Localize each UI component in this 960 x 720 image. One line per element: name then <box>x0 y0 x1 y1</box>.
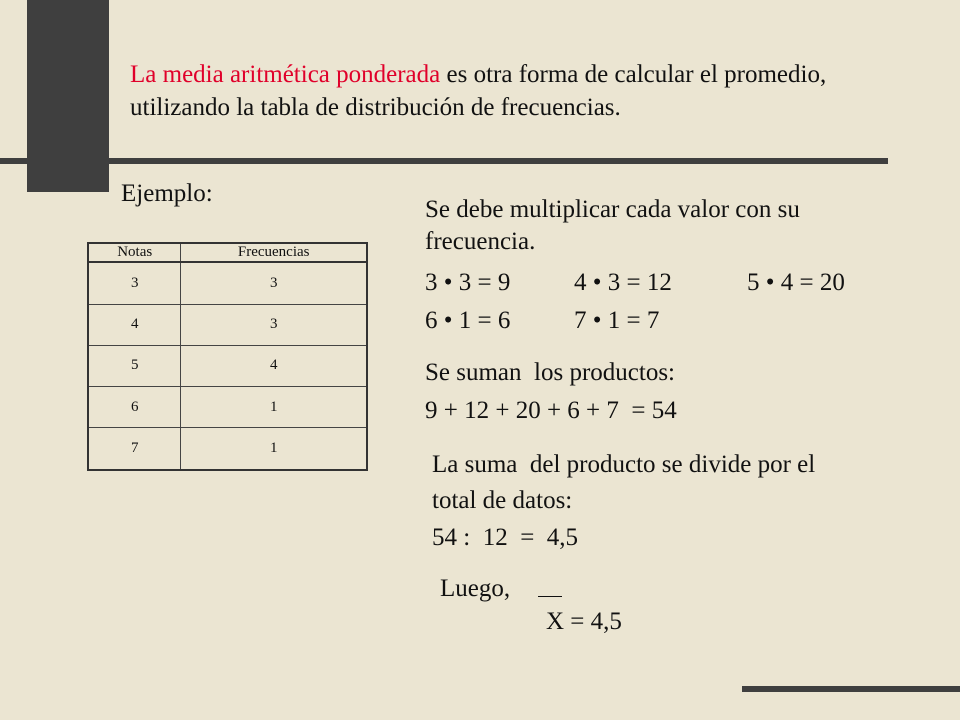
table-cell: 7 <box>88 428 181 470</box>
table-cell: 4 <box>181 345 367 386</box>
product-item: 7 • 1 = 7 <box>574 307 660 334</box>
table-row <box>88 345 367 386</box>
step2-line1: Se suman los productos: <box>425 359 675 386</box>
table-cell: 4 <box>88 304 181 345</box>
product-item: 5 • 4 = 20 <box>747 269 845 296</box>
table-cell: 5 <box>88 345 181 386</box>
step2-sum: 9 + 12 + 20 + 6 + 7 = 54 <box>425 397 677 424</box>
step3-line2: total de datos: <box>432 487 573 514</box>
table-cell: 3 <box>181 262 367 304</box>
step3-division: 54 : 12 = 4,5 <box>432 524 579 551</box>
example-label: Ejemplo: <box>121 180 213 207</box>
step1-line2: frecuencia. <box>425 228 536 255</box>
mean-result: X = 4,5 <box>546 608 622 635</box>
mean-overline <box>538 596 562 597</box>
table-cell: 3 <box>181 304 367 345</box>
table-row <box>88 304 367 345</box>
product-item: 4 • 3 = 12 <box>574 269 672 296</box>
step1-line1: Se debe multiplicar cada valor con su <box>425 196 800 223</box>
table-cell: 3 <box>88 262 181 304</box>
product-item: 3 • 3 = 9 <box>425 269 511 296</box>
frequency-table <box>87 242 368 471</box>
conclusion-label: Luego, <box>440 575 511 602</box>
table-row <box>88 262 367 304</box>
table-header-row <box>88 243 367 262</box>
product-item: 6 • 1 = 6 <box>425 307 511 334</box>
table-cell: 6 <box>88 387 181 428</box>
table-row <box>88 387 367 428</box>
column-header-frecuencias: Frecuencias <box>181 243 367 262</box>
column-header-notas: Notas <box>88 243 181 262</box>
decorative-rule-bottom <box>742 686 960 692</box>
intro-paragraph <box>130 58 930 124</box>
intro-highlight: La media aritmética ponderada <box>130 61 441 88</box>
table-row <box>88 428 367 470</box>
intro-rest: es otra forma de calcular el promedio, utilizando la tabla de distribución de frecuencias. <box>130 61 827 121</box>
step3-line1: La suma del producto se divide por el <box>432 451 816 478</box>
table-cell: 1 <box>181 428 367 470</box>
table-cell: 1 <box>181 387 367 428</box>
decorative-rule-top <box>0 158 888 164</box>
